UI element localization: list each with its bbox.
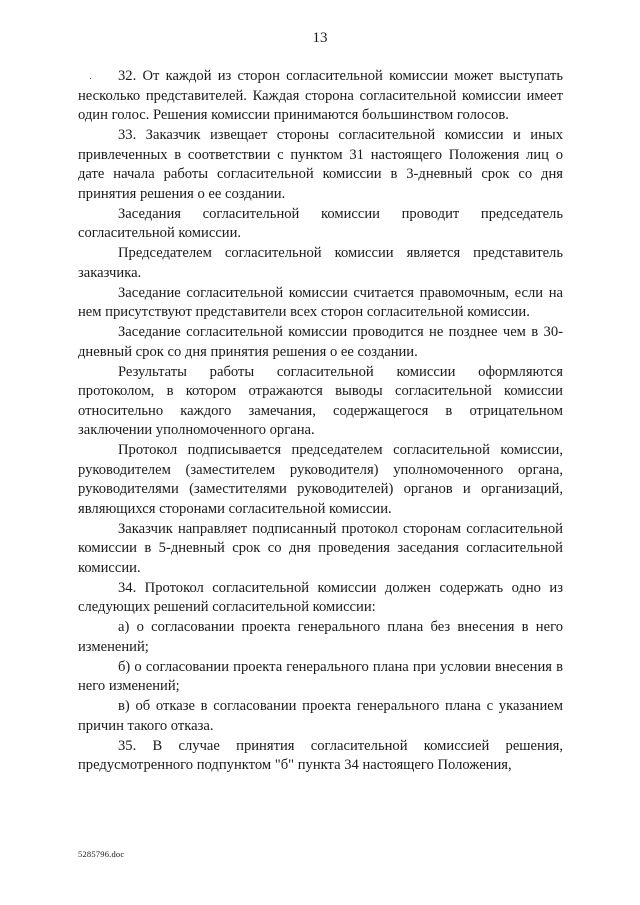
paragraph-meeting-deadline: Заседание согласительной комиссии проводится не позднее чем в 30-дневный срок со дня принятия решения о ее создании.	[78, 324, 563, 360]
list-item-a: а) о согласовании проекта генерального плана без внесения в него изменений;	[78, 619, 563, 655]
paragraph-protocol-sent: Заказчик направляет подписанный протокол сторонам согласительной комиссии в 5-дневный срок со дня проведения заседания согласительной комиссии.	[78, 520, 563, 576]
paragraph-35: 35. В случае принятия согласительной комиссией решения, предусмотренного подпунктом "б" пункта 34 настоящего Положения,	[78, 737, 563, 773]
paragraph-32: 32. От каждой из сторон согласительной комиссии может выступать несколько представителей. Каждая сторона согласительной комиссии имеет один голос. Решения комиссии принимаются большинством голосов.	[78, 68, 563, 123]
list-item-v: в) об отказе в согласовании проекта генерального плана с указанием причин такого отказа.	[78, 698, 563, 734]
paragraph-protocol-signed: Протокол подписывается председателем согласительной комиссии, руководителем (заместителем руководителя) уполномоченного органа, руководителями (заместителями руководителей) органов и организаций, являющихся сторонами согласительной комиссии.	[78, 442, 563, 517]
paragraph-results-protocol: Результаты работы согласительной комиссии оформляются протоколом, в котором отражаются выводы согласительной комиссии относительно каждого замечания, содержащегося в отрицательном заключении уполномоченного органа.	[78, 363, 563, 438]
paragraph-33: 33. Заказчик извещает стороны согласительной комиссии и иных привлеченных в соответствии с пунктом 31 настоящего Положения лиц о дате начала работы согласительной комиссии в 3-дневный срок со дня принятия решения о ее создании.	[78, 127, 563, 202]
page-number: 13	[312, 30, 328, 46]
paragraph-34: 34. Протокол согласительной комиссии должен содержать одно из следующих решений согласительной комиссии:	[78, 579, 563, 615]
list-item-b: б) о согласовании проекта генерального плана при условии внесения в него изменений;	[78, 658, 563, 694]
paragraph-chairman-is: Председателем согласительной комиссии является представитель заказчика.	[78, 245, 563, 281]
footer-file-code: 5285796.doc	[78, 849, 125, 859]
paragraph-quorum: Заседание согласительной комиссии считается правомочным, если на нем присутствуют представители всех сторон согласительной комиссии.	[78, 284, 563, 320]
paragraph-chairman-conducts: Заседания согласительной комиссии проводит председатель согласительной комиссии.	[78, 205, 563, 241]
document-body	[78, 67, 563, 776]
